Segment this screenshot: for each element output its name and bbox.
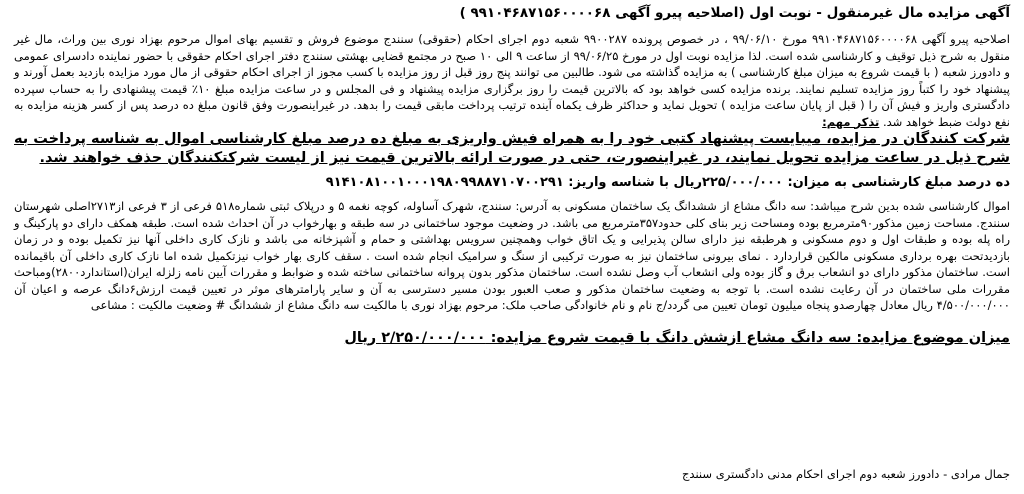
notice-title: آگهی مزایده مال غیرمنقول - نوبت اول (اصلاحیه پیرو آگهی ۹۹۱۰۴۶۸۷۱۵۶۰۰۰۰۶۸ ) bbox=[459, 5, 1010, 21]
starting-price: میزان موضوع مزایده: سه دانگ مشاع ازشش دانگ با قیمت شروع مزایده: ۲/۲۵۰/۰۰۰/۰۰۰ ریال bbox=[344, 329, 1010, 346]
important-label: تذکر مهم: bbox=[822, 114, 880, 129]
deposit-amount: ده درصد مبلغ کارشناسی به میزان: ۲۲۵/۰۰۰/۰۰۰ریال با شناسه واریز: ۹۱۴۱۰۸۱۰۰۱۰۰۰۱۹۸۰۹۹۸۸۷۱۰۷۰۰۲۹۱ bbox=[325, 175, 1010, 190]
property-description: اموال کارشناسی شده بدین شرح میباشد: سه دانگ مشاع از ششدانگ یک ساختمان مسکونی به آدرس: سنندج، شهرک آساوله، کوچه نغمه ۵ و درپلاک ثبتی شماره۵۱۸ فرعی از ۳ فرعی از۲۷۱۳اصلی شهرستان سنندج. مساحت زمین مذکور۹۰مترمربع بوده ومساحت زیر بنای کلی حدود۳۵۷مترمربع می باشد. در وضعیت موجود ساختمانی در سه طبقه و بهارخواب در آن احداث شده است. طبقه همکف دارای دو پارکینگ و راه پله بوده و طبقات اول و دوم مسکونی و هرطبقه نیز دارای سالن پذیرایی و یک اتاق خواب وهمچنین سرویس بهداشتی و حمام و آشپزخانه می باشد و نازک کاری داخلی آنها نیز تکمیل بوده و در زمان بازدیدتحت بهره برداری مسکونی مالکین قراردارد . نمای بیرونی ساختمان نیز به صورت ترکیبی از سنگ و سرامیک انجام شده است . سقف کاری بهار خواب نیزتکمیل شده اما نازک کاری داخلی آن باقیمانده است. ساختمان مذکور دارای دو انشعاب برق و گاز بوده ولی انشعاب آب وصل نشده است. ساختمان مذکور بدون پروانه ساختمانی ساخته شده و ضوابط و مقررات آیین نامه زلزله ایران(استاندارد۲۸۰۰)ومباحث مقررات ملی ساختمان در آن رعایت نشده است. با توجه به وضعیت ساختمان مذکور و صعب العبور بودن مسیر دسترسی به آن و سایر پارامترهای موثر در تعیین قیمت ارزش۶دانگ عرصه و اعیان آن ۴/۵۰۰/۰۰۰/۰۰۰ ریال معادل چهارصدو پنجاه میلیون تومان تعیین می گردد/ج نام و نام خانوادگی صاحب ملک: مرحوم بهزاد نوری با مالکیت سه دانگ مشاع از ششدانگ # وضعیت مالکیت : مشاعی bbox=[14, 199, 1011, 312]
signature: جمال مرادی - دادورز شعبه دوم اجرای احکام مدنی دادگستری سنندج bbox=[682, 467, 1010, 481]
notice-intro-paragraph bbox=[14, 31, 1010, 130]
notice-intro: اصلاحیه پیرو آگهی ۹۹۱۰۴۶۸۷۱۵۶۰۰۰۰۶۸ مورخ ۹۹/۰۶/۱۰ ، در خصوص پرونده ۹۹۰۰۲۸۷ شعبه دوم اجرای احکام (حقوقی) سنندج موضوع فروش و تقسیم بهای اموال مرحوم بهزاد نوری بین وراث، مال غیر منقول به شرح ذیل توقیف و کارشناسی شده است. لذا مزایده نوبت اول در مورخ ۹۹/۰۶/۲۵ از ساعت ۹ الی ۱۰ صبح در مجتمع قضایی بهشتی سنندج دفتر اجرای احکام حقوقی با حضور نماینده دادسرای عمومی و دادورز شعبه ( با قیمت شروع به میزان مبلغ کارشناسی ) به مزایده گذاشته می شود. طالبین می توانند پنج روز قبل از روز مزایده با کسب مجوز از اجرای احکام حقوقی از مال مورد مزایده بازدید بعمل آورند و پیشنهاد خود را کتباً روز مزایده تسلیم نمایند. برنده مزایده کسی خواهد بود که بالاترین قیمت را روز برگزاری مزایده پیشنهاد و فی المجلس و در ساعت مزایده مبلغ ۱۰٪ قیمت پیشنهادی را به حساب سپرده دادگستری واریز و فیش آن را ( قبل از پایان ساعت مزایده ) تحویل نماید و حداکثر ظرف یکماه آینده ترتیب پرداخت مابقی قیمت را بدهد. در غیراینصورت وفق قانون مبلغ ده درصد پس از کسر هزینه مزایده به نفع دولت ضبط خواهد شد. bbox=[14, 32, 1011, 129]
notice-warning: شرکت کنندگان در مزایده، میبایست پیشنهاد کتبی خود را به همراه فیش واریزی به مبلغ ده درصد مبلغ کارشناسی اموال به شناسه پرداخت به شرح ذیل در ساعت مزایده تحویل نمایند، در غیراینصورت، حتی در صورت ارائه بالاترین قیمت نیز از لیست شرکتکنندگان حذف خواهند شد. bbox=[14, 131, 1010, 166]
